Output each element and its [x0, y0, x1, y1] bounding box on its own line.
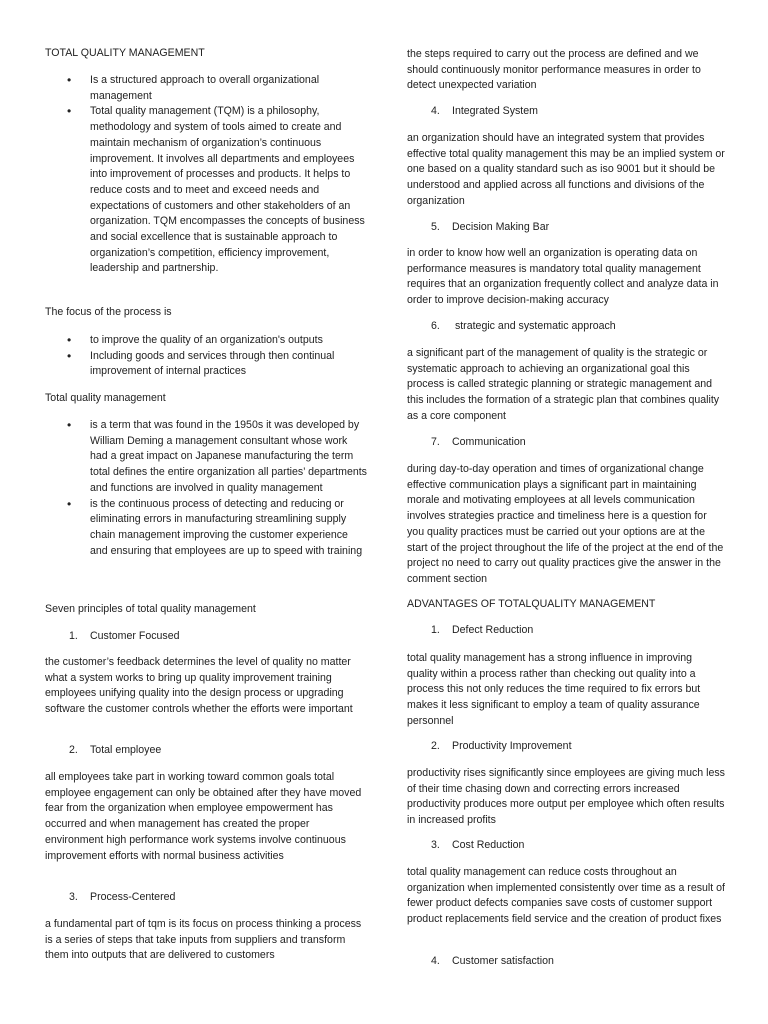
- list-number: 3.: [431, 839, 440, 851]
- principles-heading: Seven principles of total quality management: [45, 603, 256, 615]
- list-number: 4.: [431, 955, 440, 967]
- list-number: 6.: [431, 320, 440, 332]
- list-item: • Is a structured approach to overall organizational management: [45, 73, 367, 104]
- advantage-label: Customer satisfaction: [452, 955, 554, 967]
- tqm-list: [45, 418, 367, 559]
- definition-list: [45, 73, 367, 277]
- list-number: 1.: [69, 630, 78, 642]
- focus-list: [45, 333, 367, 380]
- principle-label: Integrated System: [452, 105, 538, 117]
- principle-5-heading: [407, 220, 725, 236]
- principle-3-text: a fundamental part of tqm is its focus on process thinking a process is a series of steps that take inputs from suppliers and transform them into outputs that are delivered to customers: [45, 918, 362, 962]
- list-number: 2.: [431, 740, 440, 752]
- list-item: • Including goods and services through then continual improvement of internal practices: [45, 349, 367, 380]
- tqm-heading: Total quality management: [45, 392, 166, 404]
- principle-4-text: an organization should have an integrated system that provides effective total quality management this may be an implied system or one based on a quality standard such as iso 9001 but it should be understood and applied across all functions and divisions of the organization: [407, 132, 725, 207]
- advantage-label: Cost Reduction: [452, 839, 525, 851]
- list-item: • is a term that was found in the 1950s it was developed by William Deming a management consultant whose work had a great impact on Japanese manufacturing the term total defines the entire organization all parties’ departments and functions are involved in quality management: [45, 418, 367, 497]
- document-title: TOTAL QUALITY MANAGEMENT: [45, 47, 205, 59]
- principle-7-text: during day-to-day operation and times of organizational change effective communication plays a significant part in maintaining morale and motivating employees at all levels communication involves strategies practice and timeliness here is a question for you quality practices must be carried out your options are at the start of the project throughout the life of the project at the end of the project no need to carry out quality practices give the answer in the comment section: [407, 463, 724, 585]
- principle-label: Decision Making Bar: [452, 221, 550, 233]
- advantage-2-text: productivity rises significantly since employees are giving much less of their time chasing down and correcting errors increased productivity produces more output per employee which often results in increased profits: [407, 767, 725, 827]
- principle-6-heading: [407, 319, 725, 335]
- list-number: 1.: [431, 624, 440, 636]
- list-number: 5.: [431, 221, 440, 233]
- principle-4-heading: [407, 104, 725, 120]
- advantage-1-heading: [407, 623, 725, 639]
- focus-heading: The focus of the process is: [45, 306, 172, 318]
- principle-6-text: a significant part of the management of quality is the strategic or systematic approach to achieving an organizational goal this process is called strategic planning or strategic management and this includes the formation of a strategic plan that combines quality as a core component: [407, 347, 720, 422]
- principle-label: strategic and systematic approach: [452, 320, 616, 332]
- advantages-heading: ADVANTAGES OF TOTALQUALITY MANAGEMENT: [407, 598, 656, 610]
- principle-2-heading: [45, 743, 367, 759]
- advantage-label: Productivity Improvement: [452, 740, 572, 752]
- advantage-label: Defect Reduction: [452, 624, 534, 636]
- advantage-3-text: total quality management can reduce costs throughout an organization when implemented consistently over time as a result of fewer product defects companies save costs of customer support product replacements field service and the creation of product fixes: [407, 866, 725, 926]
- advantage-4-heading: [407, 954, 725, 970]
- principle-1-heading: [45, 629, 367, 645]
- principle-2-text: all employees take part in working toward common goals total employee engagement can only be obtained after they have moved fear from the organization when employee empowerment has occurred and when management has created the proper environment high performance work systems involve continuous improvement efforts with normal business activities: [45, 771, 362, 862]
- list-number: 4.: [431, 105, 440, 117]
- principle-label: Total employee: [90, 744, 162, 756]
- principle-1-text: the customer’s feedback determines the level of quality no matter what a system works to bring up quality improvement training employees unifying quality into the design process or upgrading software the customer controls whether the efforts were important: [45, 656, 353, 716]
- principle-3-continued: the steps required to carry out the process are defined and we should continuously monitor performance measures in order to detect unexpected variation: [407, 48, 701, 92]
- principle-7-heading: [407, 435, 725, 451]
- principle-label: Process-Centered: [90, 891, 176, 903]
- list-number: 3.: [69, 891, 78, 903]
- advantage-1-text: total quality management has a strong influence in improving quality within a process rather than checking out quality into a process this not only reduces the time required to fix errors but makes it less significant to employ a team of quality assurance personnel: [407, 652, 701, 727]
- list-item: • Total quality management (TQM) is a philosophy, methodology and system of tools aimed to create and maintain mechanism of organization’s continuous improvement. It involves all departments and employees into improvement of processes and products. It helps to reduce costs and to meet and exceed needs and expectations of customers and other stakeholders of an organization. TQM encompasses the concepts of business and social excellence that is sustainable approach to organization’s competition, efficiency improvement, leadership and partnership.: [45, 104, 367, 277]
- list-item: • is the continuous process of detecting and reducing or eliminating errors in manufacturing streamlining supply chain management improving the customer experience and ensuring that employees are up to speed with training: [45, 497, 367, 560]
- principle-3-heading: [45, 890, 367, 906]
- list-number: 7.: [431, 436, 440, 448]
- list-item: • to improve the quality of an organization's outputs: [45, 333, 367, 349]
- principle-label: Communication: [452, 436, 526, 448]
- principle-5-text: in order to know how well an organization is operating data on performance measures is mandatory total quality management requires that an organization frequently collect and analyze data in order to improve decision-making accuracy: [407, 247, 719, 307]
- advantage-3-heading: [407, 838, 725, 854]
- list-number: 2.: [69, 744, 78, 756]
- advantage-2-heading: [407, 739, 725, 755]
- principle-label: Customer Focused: [90, 630, 180, 642]
